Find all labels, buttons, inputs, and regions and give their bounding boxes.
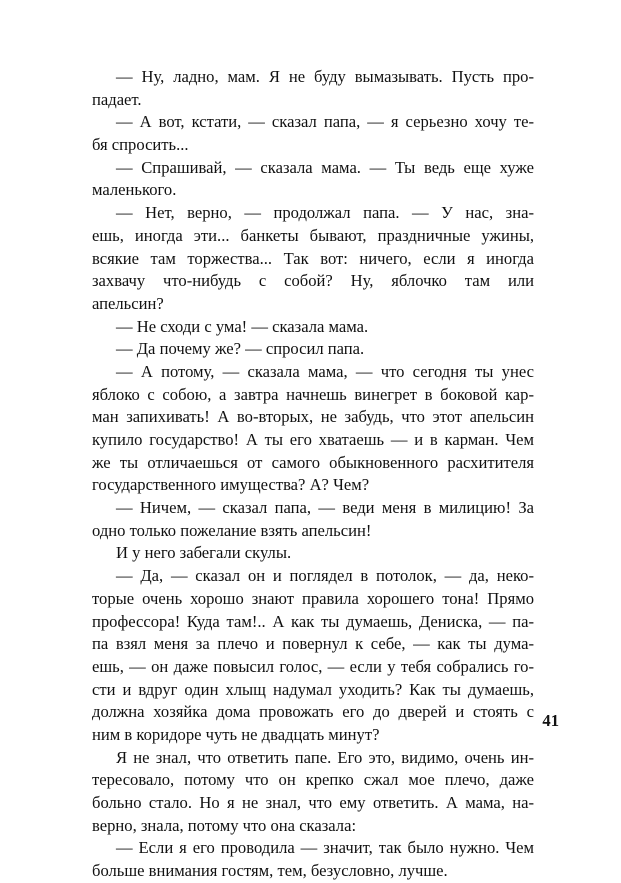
text-line: верно, знала, потому что она сказала: [92, 815, 357, 835]
text-line: — А вот, кстати, — сказал папа, — я серьезно хочу те- [116, 112, 534, 132]
text-line: ешь, иногда эти... банкеты бывают, праздничные ужины, [92, 225, 534, 245]
text-line: па взял меня за плечо и повернул к себе, — как ты дума- [92, 634, 534, 654]
text-line: Я не знал, что ответить папе. Его это, видимо, очень ин- [116, 747, 534, 767]
text-line: — Не сходи с ума! — сказала мама. [116, 316, 369, 336]
text-line: апельсин? [92, 293, 164, 313]
text-line: — Ничем, — сказал папа, — веди меня в милицию! За [116, 498, 534, 518]
text-line: всякие там торжества... Так вот: ничего, если я иногда [92, 248, 534, 268]
body-text [92, 66, 534, 883]
text-line: государственного имущества? А? Чем? [92, 475, 370, 495]
text-line: больше внимания гостям, тем, безусловно, лучше. [92, 861, 448, 881]
text-line: больно стало. Но я не знал, что ему ответить. А мама, на- [92, 793, 534, 812]
text-line: одно только пожелание взять апельсин! [92, 520, 372, 540]
text-line: — Да, — сказал он и поглядел в потолок, — да, неко- [116, 566, 534, 586]
text-line: — Спрашивай, — сказала мама. — Ты ведь еще хуже [116, 157, 534, 177]
text-line: — Если я его проводила — значит, так было нужно. Чем [116, 838, 534, 858]
text-line: же ты отличаешься от самого обыкновенного расхитителя [92, 452, 534, 472]
text-line: И у него забегали скулы. [116, 543, 292, 563]
text-line: бя спросить... [92, 135, 189, 155]
text-line: сти и вдруг один хлыщ надумал уходить? Как ты думаешь, [92, 679, 534, 699]
text-line: — Нет, верно, — продолжал папа. — У нас, зна- [116, 203, 534, 223]
text-line: яблоко с собою, а завтра начнешь винегрет в боковой кар- [92, 384, 534, 404]
text-line: — А потому, — сказала мама, — что сегодня ты унес [116, 361, 534, 381]
text-line: ман запихивать! А во-вторых, не забудь, что этот апельсин [92, 407, 534, 427]
text-line: захвачу что-нибудь с собой? Ну, яблочко там или [92, 271, 534, 291]
text-line: маленького. [92, 180, 177, 200]
text-line: должна хозяйка дома провожать его до дверей и стоять с [92, 702, 534, 722]
text-line: купило государство! А ты его хватаешь — и в карман. Чем [92, 430, 534, 449]
text-line: ешь, — он даже повысил голос, — если у тебя собрались го- [92, 656, 534, 676]
page-number: 41 [542, 711, 559, 730]
text-line: торые очень хорошо знают правила хорошего тона! Прямо [92, 588, 534, 608]
text-line: — Да почему же? — спросил папа. [116, 339, 365, 359]
text-line: — Ну, ладно, мам. Я не буду вымазывать. Пусть про- [116, 67, 534, 86]
text-line: ним в коридоре чуть не двадцать минут? [92, 724, 380, 744]
text-line: профессора! Куда там!.. А как ты думаешь, Дениска, — па- [92, 611, 534, 631]
text-line: тересовало, потому что он крепко сжал мое плечо, даже [92, 770, 534, 790]
text-line: падает. [92, 89, 142, 109]
